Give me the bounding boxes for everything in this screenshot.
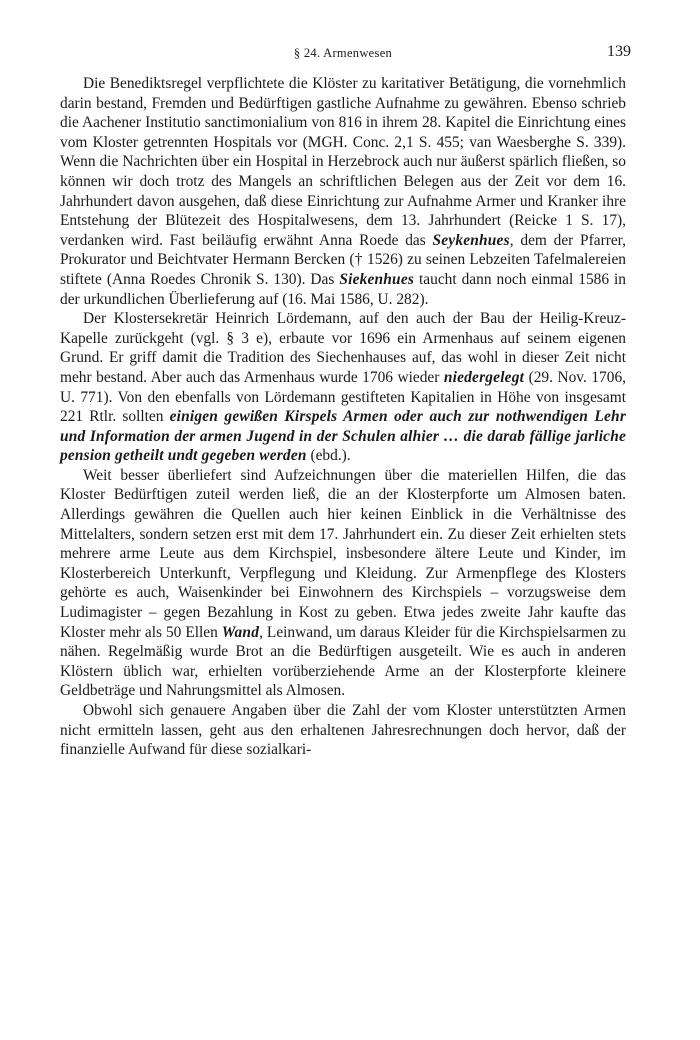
text-span: Die Benediktsregel verpflichtete die Klöster zu karitativer Betätigung, die vornehmlich darin bestand, Fremden und Bedürftigen gastliche Aufnahme zu gewähren. Ebenso schrieb die Aachener Institutio sanctimonialium von 816 in ihrem 28. Kapitel die Einrichtung eines vom Kloster getrennten Hospitals vor (MGH. Conc. 2,1 S. 455; van Waesberghe S. 339). Wenn die Nachrichten über ein Hospital in Herzebrock auch nur äußerst spärlich fließen, so können wir doch trotz des Mangels an schriftlichen Belegen aus der Zeit vor dem 16. Jahrhundert davon ausgehen, daß diese Einrichtung zur Aufnahme Armer und Kranker ihre Entstehung der Blütezeit des Hospitalwesens, dem 13. Jahrhundert (Reicke 1 S. 17), verdanken wird. Fast beiläufig erwähnt Anna Roede das [60, 75, 626, 249]
body-text [60, 74, 626, 760]
quoted-term: Siekenhues [339, 270, 415, 288]
paragraph-almosen [60, 466, 626, 701]
quoted-term: Seykenhues [432, 231, 510, 249]
text-span: Obwohl sich genauere Angaben über die Zahl der vom Kloster unterstützten Armen nicht ermitteln lassen, geht aus den erhaltenen Jahresrechnungen doch hervor, daß der finanzielle Aufwand für diese sozialkari- [60, 702, 626, 759]
text-span: Der Klostersekretär Heinrich Lördemann, auf den auch der Bau der Heilig-Kreuz-Kapelle zurückgeht (vgl. § 3 e), erbaute vor 1696 ein Armenhaus auf seinem eigenen Grund. Er griff damit die Tradition des Siechenhauses auf, das wohl in dieser Zeit nicht mehr bestand. Aber auch das Armenhaus wurde 1706 wieder [60, 310, 626, 386]
paragraph-armenhaus [60, 309, 626, 466]
text-span: Weit besser überliefert sind Aufzeichnungen über die materiellen Hilfen, die das Kloster Bedürftigen zuteil werden ließ, die an der Klosterpforte um Almosen baten. Allerdings gewähren die Quellen auch hier keinen Einblick in die Verhältnisse des Mittelalters, sondern setzen erst mit dem 17. Jahrhundert ein. Zu dieser Zeit erhielten stets mehrere arme Leute aus dem Kirchspiel, insbesondere ältere Leute und Kinder, im Klosterbereich Unterkunft, Verpflegung und Kleidung. Zur Armenpflege des Klosters gehörte es auch, Waisenkinder bei Einwohnern des Kirchspiels – vorzugsweise dem Ludimagister – gegen Bezahlung in Kost zu geben. Etwa jedes zweite Jahr kaufte das Kloster mehr als 50 Ellen [60, 466, 626, 641]
page-number: 139 [607, 43, 631, 60]
paragraph-aufwand [60, 701, 626, 760]
quoted-passage: einigen gewißen Kirspels Armen oder auch zur nothwendigen Lehr und Information der armen Jugend in der Schulen alhier … die darab fällige jarliche pension getheilt undt gegeben werden [60, 408, 627, 465]
text-span: , dem der Pfarrer, Prokurator und Beichtvater Hermann Bercken († 1526) zu seinen Lebzeiten Tafelmalereien stiftete (Anna Roedes Chronik S. 130). Das [60, 231, 627, 288]
text-span: , Leinwand, um daraus Kleider für die Kirchspielsarmen zu nähen. Regelmäßig wurde Brot an die Bedürftigen ausgeteilt. Wie es auch in anderen Klöstern üblich war, erhielten vorüberziehende Arme an der Klosterpforte kleinere Geldbeträge und Nahrungsmittel als Almosen. [60, 623, 626, 700]
text-span: taucht dann noch einmal 1586 in der urkundlichen Überlieferung auf (16. Mai 1586, U. 282). [60, 270, 626, 308]
paragraph-hospital [60, 74, 626, 309]
quoted-term: niedergelegt [443, 368, 525, 386]
text-span: (29. Nov. 1706, U. 771). Von den ebenfalls von Lördemann gestifteten Kapitalien in Höhe von insgesamt 221 Rtlr. sollten [60, 368, 626, 426]
section-title: § 24. Armenwesen [293, 46, 393, 60]
text-span: (ebd.). [306, 447, 351, 465]
running-head [60, 43, 631, 66]
quoted-term: Wand [221, 623, 260, 641]
